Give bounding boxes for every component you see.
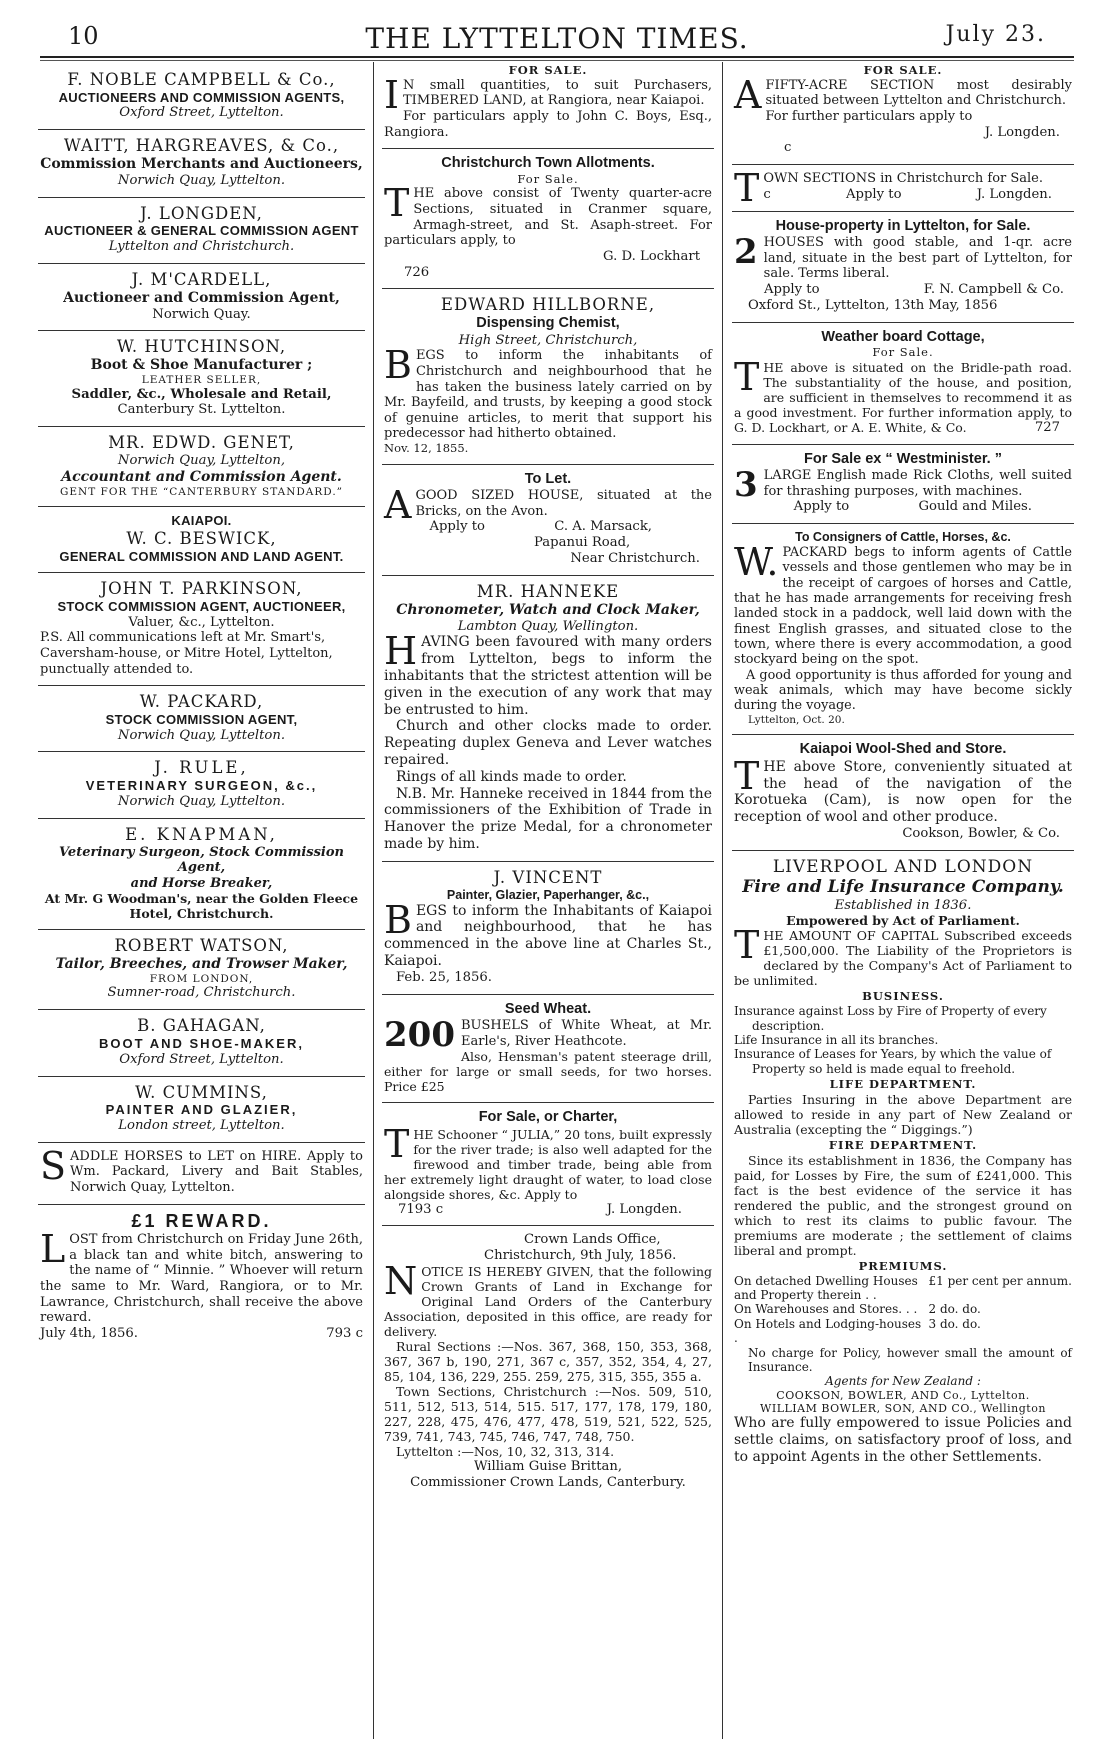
business-item: Insurance of Leases for Years, by which the value of Property so held is made equal to freehold. [734, 1047, 1052, 1076]
page-number: 10 [68, 22, 99, 50]
advertisement-ref: 793 c [326, 1325, 363, 1341]
advertisement-body: N small quantities, to suit Purchasers, TIMBERED LAND, at Rangiora, near Kaiapoi. [403, 77, 712, 109]
established-line: Established in 1836. [834, 897, 972, 913]
advertisement-body: OWN SECTIONS in Christchurch for Sale. [763, 171, 1044, 187]
advertisement-title: To Consigners of Cattle, Horses, &c. [795, 530, 1011, 545]
drop-cap: L [40, 1227, 66, 1272]
advertisement-body: EGS to inform the Inhabitants of Kaiapoi and neighbourhood, that he has commenced in the above line at Charles St., Kaiapoi. [384, 902, 712, 969]
advertisement-footer [764, 499, 1072, 515]
business-item: Life Insurance in all its branches. [734, 1033, 939, 1048]
advertisement [38, 64, 365, 130]
page-header [40, 18, 1074, 56]
apply-label: Apply to [764, 281, 820, 297]
advertisement-subtitle: Fire and Life Insurance Company. [742, 877, 1064, 898]
advertisement [732, 165, 1074, 211]
advertisement [38, 819, 365, 931]
advertiser-role: Tailor, Breeches, and Trowser Maker, [55, 956, 348, 973]
premium-rate: £1 per cent per annum. [928, 1273, 1072, 1288]
advertisement-title: LIVERPOOL AND LONDON [772, 856, 1034, 877]
advertisement-signature: Near Christchurch. [570, 551, 700, 567]
advertiser-line: FROM LONDON, [149, 972, 254, 985]
advertisement-signature: G. D. Lockhart [603, 248, 700, 264]
advertisement [382, 995, 714, 1104]
advertisement-signature: William Guise Brittan, [473, 1459, 623, 1475]
rural-sections: Rural Sections :—Nos. 367, 368, 150, 353, 368, 367, 367 b, 190, 271, 367 c, 357, 352, 354, 4, 27, 85, 104, 136, 229, 255. 259, 275, 315, 355, 355 a. [384, 1339, 712, 1385]
advertiser-address: Norwich Quay, Lyttelton. [117, 727, 286, 743]
advertisement-signature: Gould and Miles. [918, 499, 1032, 515]
advertisement-apply [415, 519, 712, 535]
advertisement-date: Feb. 25, 1856. [396, 969, 492, 985]
drop-cap: B [384, 897, 412, 942]
advertisement-title: Christchurch Town Allotments. [441, 155, 655, 172]
advertisement [382, 576, 714, 862]
advertiser-name: W. PACKARD, [139, 692, 264, 712]
town-sections: Town Sections, Christchurch :—Nos. 509, 510, 511, 512, 513, 514, 515. 517, 177, 178, 179, 180, 227, 228, 475, 476, 477, 478, 519, 521, 522, 525, 739, 741, 743, 745, 746, 747, 748, 750. [384, 1384, 712, 1445]
advertiser-name: W. CUMMINS, [135, 1082, 268, 1102]
advertiser-role: Chronometer, Watch and Clock Maker, [396, 601, 700, 618]
advertiser-role: GENERAL COMMISSION AND LAND AGENT. [59, 548, 344, 564]
advertiser-role: AUCTIONEER & GENERAL COMMISSION AGENT [44, 223, 359, 239]
advertiser-role: AUCTIONEERS AND COMMISSION AGENTS, [58, 89, 345, 105]
advertisement-body: For further particulars apply to [765, 108, 973, 124]
advertisement [732, 64, 1074, 165]
advertisement [732, 212, 1074, 323]
advertisement [38, 198, 365, 264]
advertisement [382, 1226, 714, 1498]
advertisement [38, 686, 365, 752]
advertisement [38, 1205, 365, 1350]
advertiser-line: Hotel, Christchurch. [129, 906, 274, 922]
premium-label: On Hotels and Lodging-houses . [734, 1316, 922, 1346]
advertisement-body: HE above consist of Twenty quarter-acre Sections, situated in Cranmer square, Armagh-street, and St. Asaph-street. For particulars apply, to [384, 186, 712, 249]
advertiser-role: STOCK COMMISSION AGENT, AUCTIONEER, [57, 599, 346, 615]
advertisement-body: OTICE IS HEREBY GIVEN, that the following Crown Grants of Land in Exchange for Original Land Orders of the Canterbury Association, deposited in this office, are ready for delivery. [384, 1264, 712, 1340]
issue-date: July 23. [945, 22, 1046, 47]
drop-cap: S [40, 1143, 67, 1188]
advertisement-ref: c [763, 186, 771, 202]
advertisement-body: AVING been favoured with many orders from Lyttelton, begs to inform the inhabitants that the strictest attention will be given in the execution of any work that may be entrusted to him. [384, 634, 712, 718]
section-heading: LIFE DEPARTMENT. [829, 1077, 977, 1092]
advertisement-body: A good opportunity is thus afforded for young and weak animals, which may have become sickly during the voyage. [734, 667, 1072, 714]
advertiser-name: J. VINCENT [493, 867, 603, 887]
advertisement-body: Church and other clocks made to order. Repeating duplex Geneva and Lever watches repaired. [384, 718, 712, 768]
advertiser-role: Auctioneer and Commission Agent, [63, 289, 340, 306]
advertisement [38, 930, 365, 1010]
advertisement-body: HE above is situated on the Bridle-path road. The substantiality of the house, and position, are sufficient in themselves to recommend it as a good investment. For further information apply, to G. D. Lockhart, or A. E. White, & Co. [734, 359, 1072, 435]
agents-heading: Agents for New Zealand : [825, 1374, 981, 1389]
advertisement-date: July 4th, 1856. [40, 1325, 138, 1341]
section-heading: BUSINESS. [862, 989, 944, 1004]
advertisement [38, 573, 365, 686]
advertisement-body: For particulars apply to John C. Boys, Esq., Rangiora. [384, 108, 712, 140]
advertisement-body: Also, Hensman's patent steerage drill, either for large or small seeds, for two horses. Price £25 [384, 1049, 712, 1095]
advertiser-name: ROBERT WATSON, [114, 936, 289, 956]
advertiser-role: VETERINARY SURGEON, &c., [85, 778, 318, 794]
header-rule [40, 56, 1074, 58]
advertisement-signature: J. Longden. [984, 124, 1060, 140]
drop-cap: T [734, 166, 760, 211]
apply-label: Apply to [429, 519, 485, 535]
advertisement-subtitle: For Sale. [517, 171, 579, 186]
advertisement-title: For Sale ex “ Westminister. ” [804, 450, 1002, 467]
advertisement-footer [384, 1202, 712, 1218]
advertiser-name: J. LONGDEN, [140, 203, 263, 223]
advertisement-title: FOR SALE. [863, 64, 943, 77]
advertisement-signature: Cookson, Bowler, & Co. [902, 825, 1060, 841]
advertiser-name: EDWARD HILLBORNE, [440, 295, 656, 315]
advertiser-address: London street, Lyttelton. [118, 1117, 285, 1133]
advertisement-signature: J. Longden. [606, 1201, 682, 1217]
column-divider [373, 62, 374, 1739]
drop-cap: T [734, 923, 760, 968]
advertiser-name: E. KNAPMAN, [125, 824, 278, 844]
advertisement-signature: Commissioner Crown Lands, Canterbury. [410, 1474, 686, 1490]
drop-cap: T [734, 354, 760, 399]
advertiser-role: BOOT AND SHOE-MAKER, [99, 1036, 304, 1052]
advertisement [382, 289, 714, 464]
advertisement-footer [734, 282, 1072, 298]
advertisement-body: Since its establishment in 1836, the Company has paid, for Losses by Fire, the sum of £241,000. This fact is the best evidence of the service it has rendered the public, and the strongest ground on which to rest its claims to public favour. The premiums are moderate ; the settlement of claims liberal and prompt. [734, 1152, 1072, 1258]
advertiser-name: WAITT, HARGREAVES, & Co., [63, 136, 340, 156]
advertisement [38, 1143, 365, 1205]
advertisement-title: To Let. [524, 470, 572, 487]
advertisement-ref: 726 [404, 264, 430, 280]
advertiser-name: J. M'CARDELL, [131, 269, 272, 289]
advertiser-address: Lambton Quay, Wellington. [457, 618, 639, 634]
column-left [38, 64, 365, 1739]
advertiser-line: and Horse Breaker, [130, 875, 273, 891]
advertisement-body: EGS to inform the inhabitants of Christchurch and neighbourhood that he has taken the business lately carried on by Mr. Bayfeild, and trusts, by keeping a good stock of genuine articles, to merit that support his predecessor had hitherto obtained. [384, 348, 712, 442]
advertiser-address: Oxford Street, Lyttelton. [119, 1051, 284, 1067]
advertisement-date: Nov. 12, 1855. [384, 441, 469, 456]
advertisement-title: FOR SALE. [508, 64, 588, 77]
advertiser-address: Oxford Street, Lyttelton. [119, 105, 284, 121]
advertisement-footer [763, 187, 1072, 203]
advertisement-ref: 727 [1034, 419, 1060, 435]
column-middle [382, 64, 714, 1739]
business-item: Insurance against Loss by Fire of Property of every description. [734, 1004, 1047, 1033]
advertisement [38, 752, 365, 818]
advertisement [732, 323, 1074, 445]
advertiser-role: Boot & Shoe Manufacturer ; [90, 357, 313, 374]
advertisement-body: P.S. All communications left at Mr. Smart's, Caversham-house, or Mitre Hotel, Lyttelton, punctually attended to. [40, 630, 333, 677]
advertisement [382, 862, 714, 995]
advertiser-line: At Mr. G Woodman's, near the Golden Fleece [44, 891, 359, 907]
drop-cap: A [384, 483, 412, 528]
advertiser-name: F. NOBLE CAMPBELL & Co., [67, 70, 336, 89]
advertisement-body: HE AMOUNT OF CAPITAL Subscribed exceeds £1,500,000. The Liability of the Proprietors is declared by the Company's Act of Parliament to be unlimited. [734, 928, 1072, 989]
advertisement [382, 465, 714, 576]
apply-label: Apply to [793, 499, 850, 515]
newspaper-title: THE LYTTELTON TIMES. [365, 22, 749, 55]
advertiser-place: KAIAPOI. [171, 513, 232, 529]
drop-cap: T [384, 181, 410, 226]
header-rule-thin [40, 60, 1074, 61]
premium-rate: 2 do. do. [928, 1302, 981, 1317]
advertiser-role: Accountant and Commission Agent. [61, 468, 342, 485]
notice-heading: Crown Lands Office, [524, 1232, 661, 1248]
advertiser-address: Sumner-road, Christchurch. [107, 985, 296, 1001]
advertisement [38, 1010, 365, 1076]
advertiser-line: GENT FOR THE “CANTERBURY STANDARD.” [59, 485, 344, 498]
advertisement-body: HOUSES with good stable, and 1-qr. acre land, situate in the best part of Lyttelton, for sale. Terms liberal. [763, 235, 1072, 282]
advertisement-body: HE Schooner “ JULIA,” 20 tons, built expressly for the river trade; is also well adapted for the firewood and timber trade, being able from her extremely light draught of water, to load close alongside shores, &c. Apply to [384, 1126, 712, 1202]
act-line: Empowered by Act of Parliament. [786, 913, 1020, 929]
advertisement [732, 735, 1074, 850]
drop-cap: H [384, 629, 418, 674]
advertisement-body: Parties Insuring in the above Department are allowed to reside in any part of New Zealand or Australia (excepting the “ Diggings.”) [734, 1091, 1072, 1137]
drop-cap: T [734, 753, 760, 798]
advertiser-role: Dispensing Chemist, [476, 315, 620, 332]
advertisement-body: PACKARD begs to inform agents of Cattle vessels and those gentlemen who may be in the receipt of cargoes of horses and Cattle, that he has made arrangements for receiving fresh landed stock in a paddock, well laid down with the finest English grasses, and situated close to the town, where there is every accommodation, a good stockyard being on the spot. [734, 545, 1072, 668]
advertisement [382, 149, 714, 289]
advertisement [732, 445, 1074, 524]
advertiser-role: STOCK COMMISSION AGENT, [105, 712, 298, 728]
advertisement-signature: C. A. Marsack, [554, 519, 652, 535]
drop-cap: T [384, 1121, 410, 1166]
advertisement-body: GOOD SIZED HOUSE, situated at the Bricks, on the Avon. [415, 488, 712, 519]
advertiser-address: Lyttelton and Christchurch. [108, 239, 295, 255]
advertisement-date: Oxford St., Lyttelton, 13th May, 1856 [748, 297, 998, 313]
advertisement-body: FIFTY-ACRE SECTION most desirably situated between Lyttelton and Christchurch. [765, 77, 1072, 109]
advertiser-line: Saddler, &c., Wholesale and Retail, [71, 386, 332, 402]
advertisement-body: BUSHELS of White Wheat, at Mr. Earle's, River Heathcote. [460, 1017, 712, 1049]
drop-cap: A [734, 72, 762, 117]
advertisement-footer [40, 1326, 363, 1342]
advertisement [382, 64, 714, 149]
section-heading: FIRE DEPARTMENT. [828, 1137, 978, 1152]
advertisement-title: For Sale, or Charter, [478, 1109, 618, 1126]
advertisement [38, 427, 365, 507]
advertisement-body: Rings of all kinds made to order. [396, 768, 627, 785]
advertiser-address: Canterbury St. Lyttelton. [117, 402, 286, 418]
premium-label: On Warehouses and Stores. . . [734, 1302, 918, 1317]
advertiser-role: Veterinary Surgeon, Stock Commission Agent, [59, 844, 344, 876]
drop-cap: I [384, 72, 400, 117]
advertiser-line: LEATHER SELLER, [141, 373, 262, 386]
advertiser-name: JOHN T. PARKINSON, [100, 579, 303, 599]
advertisement-body: Who are fully empowered to issue Policies and settle claims, on satisfactory proof of loss, and to appoint Agents in the other Settlements. [734, 1415, 1072, 1465]
advertiser-address: Norwich Quay, Lyttelton, [117, 453, 286, 469]
advertiser-name: MR. HANNEKE [476, 581, 620, 601]
advertisement-title: Weather board Cottage, [821, 328, 985, 345]
lyttelton-sections: Lyttelton :—Nos, 10, 32, 313, 314. [396, 1444, 615, 1460]
advertisement-ref: c [784, 140, 792, 156]
advertisement-title: £1 REWARD. [131, 1210, 272, 1231]
advertiser-name: W. HUTCHINSON, [116, 337, 287, 357]
advertiser-line: Valuer, &c., Lyttelton. [128, 614, 275, 630]
advertisement [732, 851, 1074, 1474]
advertisement-title: House-property in Lyttelton, for Sale. [775, 217, 1031, 234]
drop-cap: 3 [734, 464, 758, 505]
advertiser-name: W. C. BESWICK, [126, 528, 277, 548]
agent-line: COOKSON, BOWLER, AND Co., Lyttelton. [776, 1388, 1030, 1402]
advertiser-name: B. GAHAGAN, [137, 1016, 266, 1036]
advertiser-role: Commission Merchants and Auctioneers, [40, 156, 363, 173]
advertisement-signature: J. Longden. [976, 186, 1052, 202]
column-right [732, 64, 1074, 1739]
drop-cap: B [384, 343, 412, 388]
drop-cap: W. [734, 540, 779, 585]
column-divider [722, 62, 723, 1739]
advertisement-body: LARGE English made Rick Cloths, well suited for thrashing purposes, with machines. [763, 467, 1072, 499]
advertisement-subtitle: For Sale. [872, 344, 934, 359]
advertisement [732, 524, 1074, 735]
advertisement-ref: 7193 c [398, 1201, 444, 1217]
advertisement [38, 331, 365, 427]
advertisement-date: Lyttelton, Oct. 20. [748, 713, 845, 726]
advertiser-address: Norwich Quay, Lyttelton. [117, 172, 286, 188]
advertisement [382, 1103, 714, 1226]
advertiser-address: Norwich Quay. [152, 306, 251, 322]
advertiser-name: J. RULE, [154, 758, 249, 778]
advertisement-body: No charge for Policy, however small the amount of Insurance. [748, 1345, 1072, 1374]
advertiser-role: Painter, Glazier, Paperhanger, &c., [446, 887, 650, 902]
drop-cap: N [384, 1259, 418, 1304]
advertisement-title: Seed Wheat. [504, 1000, 592, 1017]
premium-rate: 3 do. do. [928, 1316, 981, 1331]
advertiser-address: High Street, Christchurch, [458, 332, 638, 348]
advertisement-body: HE above Store, conveniently situated at the head of the navigation of the Korotueka (Cam), is now open for the reception of wool and other produce. [734, 758, 1072, 826]
advertiser-name: MR. EDWD. GENET, [108, 433, 295, 453]
advertisement [38, 1077, 365, 1143]
drop-cap: 2 [734, 232, 758, 273]
section-heading: PREMIUMS. [858, 1258, 948, 1273]
advertisement-body: ADDLE HORSES to LET on HIRE. Apply to Wm. Packard, Livery and Bait Stables, Norwich Quay, Lyttelton. [70, 1148, 363, 1195]
advertisement [38, 264, 365, 331]
advertisement [38, 130, 365, 197]
advertisement-signature: Papanui Road, [534, 535, 631, 551]
advertisement-body: N.B. Mr. Hanneke received in 1844 from the commissioners of the Exhibition of Trade in Hanover the prize Medal, for a chronometer made by him. [384, 785, 712, 852]
advertisement [38, 507, 365, 573]
advertiser-address: Norwich Quay, Lyttelton. [117, 793, 286, 809]
advertisement-body: OST from Christchurch on Friday June 26th, a black tan and white bitch, answering to the name of “ Minnie. ” Whoever will return the same to Mr. Ward, Rangiora, or to Mr. Lawrance, Christchurch, shall receive the above reward. [40, 1232, 363, 1326]
apply-label: Apply to [846, 186, 902, 202]
notice-heading: Christchurch, 9th July, 1856. [484, 1248, 677, 1264]
advertisement-title: Kaiapoi Wool-Shed and Store. [799, 741, 1007, 758]
drop-cap: 200 [384, 1014, 455, 1055]
premium-table [734, 1274, 1072, 1346]
agent-line: WILLIAM BOWLER, SON, AND CO., Wellington [760, 1401, 1046, 1415]
advertisement-signature: F. N. Campbell & Co. [923, 281, 1064, 297]
premium-label: On detached Dwelling Houses and Property therein . . [734, 1273, 918, 1302]
advertiser-role: PAINTER AND GLAZIER, [105, 1102, 298, 1118]
